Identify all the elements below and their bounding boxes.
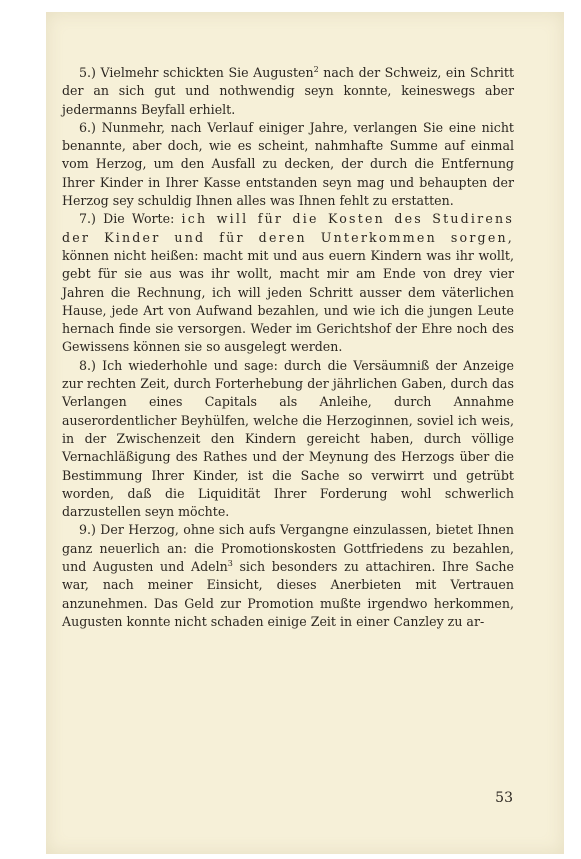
footnote-marker: 2 (313, 64, 319, 74)
emphasized-text: ich will für die Kosten des Studirens der Kinder und für deren Unterkommen sorgen, (62, 211, 515, 245)
text-segment: sich besonders zu attachiren. Ihre Sache war, nach meiner Einsicht, dieses Anerbieten mit Vertrauen anzunehmen. Das Geld zur Promotion mußte irgendwo herkommen, Augusten konnte nicht schaden einige Zeit in einer Canzley zu ar- (62, 559, 514, 629)
paragraph-p7 (62, 210, 514, 356)
page-number: 53 (495, 790, 513, 806)
text-segment: 6.) Nunmehr, nach Verlauf einiger Jahre, verlangen Sie eine nicht benannte, aber doch, wie es scheint, nahmhafte Summe auf einmal vom Herzog, um den Ausfall zu decken, der durch die Entfernung Ihrer Kinder in Ihrer Kasse entstanden seyn mag und behaupten der Herzog sey schuldig Ihnen alles was Ihnen fehlt zu erstatten. (62, 119, 514, 209)
page-text (62, 64, 514, 631)
text-segment: können nicht heißen: macht mit und aus euern Kindern was ihr wollt, gebt für sie aus was ihr wollt, macht mir am Ende von drey vier Jahren die Rechnung, ich will jeden Schritt ausser dem väterlichen Hause, jede Art von Aufwand bezahlen, und wie ich die jungen Leute hernach finde sie versorgen. Weder im Gerichtshof der Ehre noch des Gewissens können sie so ausgelegt werden. (62, 247, 514, 355)
text-segment: 8.) Ich wiederhohle und sage: durch die Versäumniß der Anzeige zur rechten Zeit, durch Forterhebung der jährlichen Gaben, durch das Verlangen eines Capitals als Anleihe, durch Annahme auserordentlicher Beyhülfen, welche die Herzoginnen, soviel ich weis, in der Zwischenzeit den Kindern gereicht haben, durch völlige Vernachläßigung des Rathes und der Meynung des Herzogs über die Bestimmung Ihrer Kinder, ist die Sache so verwirrt und getrübt worden, daß die Liquidität Ihrer Forderung wohl schwerlich darzustellen seyn möchte. (62, 357, 514, 520)
paragraph-p8 (62, 357, 514, 522)
paragraph-p6 (62, 119, 514, 210)
paragraph-p9 (62, 521, 514, 631)
text-segment: 5.) Vielmehr schickten Sie Augusten (79, 65, 314, 80)
footnote-marker: 3 (227, 558, 233, 568)
paragraph-p5 (62, 64, 514, 119)
text-segment: nach der Schweiz, ein Schritt der an sich gut und nothwendig seyn konnte, keineswegs aber jedermanns Beyfall erhielt. (62, 65, 515, 117)
text-segment: 9.) Der Herzog, ohne sich aufs Vergangne einzulassen, bietet Ihnen ganz neuerlich an: die Promotionskosten Gottfriedens zu bezahlen, und Augusten und Adeln (62, 522, 514, 575)
text-segment: 7.) Die Worte: (79, 211, 182, 227)
